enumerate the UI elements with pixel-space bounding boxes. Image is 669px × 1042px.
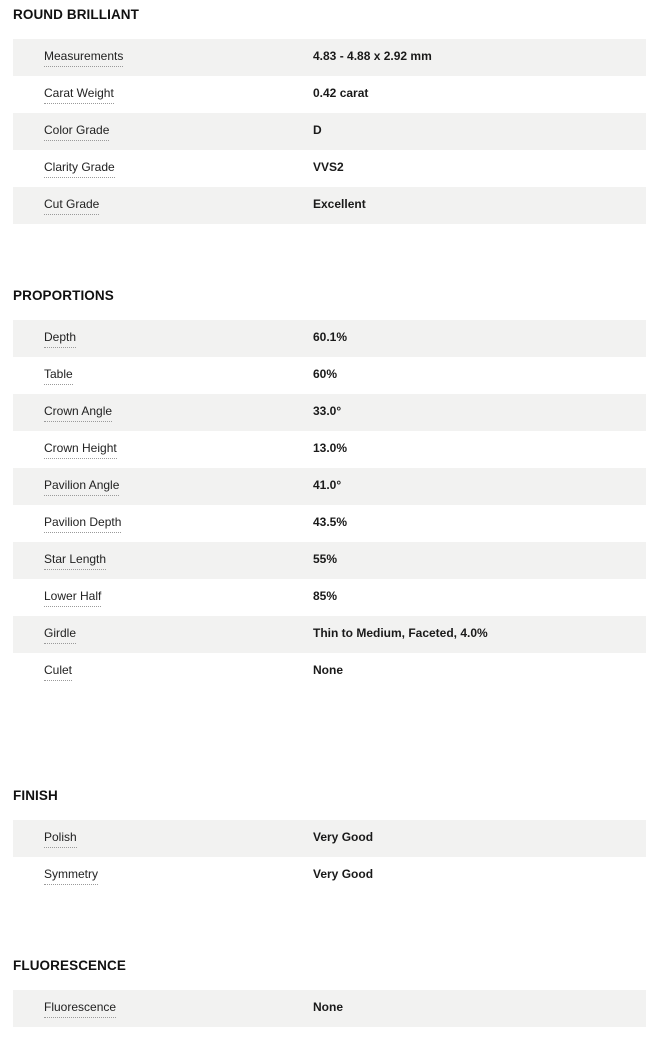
spec-label-measurements[interactable]: Measurements bbox=[44, 49, 123, 67]
spec-value-clarity-grade: VVS2 bbox=[313, 160, 344, 174]
spec-value-polish: Very Good bbox=[313, 830, 374, 844]
spec-row-crown-height bbox=[13, 431, 646, 468]
spec-value-pavilion-depth: 43.5% bbox=[313, 515, 348, 529]
spec-value-fluorescence: None bbox=[313, 1000, 343, 1014]
spec-label-color-grade[interactable]: Color Grade bbox=[44, 123, 109, 141]
spec-label-symmetry[interactable]: Symmetry bbox=[44, 867, 98, 885]
spec-row-symmetry bbox=[13, 857, 646, 894]
spec-row-color-grade bbox=[13, 113, 646, 150]
spec-list-finish bbox=[13, 820, 646, 894]
spec-row-pavilion-angle bbox=[13, 468, 646, 505]
spec-row-lower-half bbox=[13, 579, 646, 616]
spec-label-girdle[interactable]: Girdle bbox=[44, 626, 76, 644]
section-title-round-brilliant: ROUND BRILLIANT bbox=[13, 7, 139, 22]
spec-label-crown-angle[interactable]: Crown Angle bbox=[44, 404, 112, 422]
spec-label-pavilion-depth[interactable]: Pavilion Depth bbox=[44, 515, 121, 533]
spec-label-crown-height[interactable]: Crown Height bbox=[44, 441, 117, 459]
spec-row-crown-angle bbox=[13, 394, 646, 431]
spec-value-table: 60% bbox=[313, 367, 338, 381]
spec-label-culet[interactable]: Culet bbox=[44, 663, 72, 681]
spec-label-table[interactable]: Table bbox=[44, 367, 73, 385]
spec-value-pavilion-angle: 41.0° bbox=[313, 478, 342, 492]
spec-label-pavilion-angle[interactable]: Pavilion Angle bbox=[44, 478, 119, 496]
spec-value-culet: None bbox=[313, 663, 343, 677]
spec-row-polish bbox=[13, 820, 646, 857]
spec-row-carat-weight bbox=[13, 76, 646, 113]
spec-label-star-length[interactable]: Star Length bbox=[44, 552, 106, 570]
spec-value-crown-height: 13.0% bbox=[313, 441, 348, 455]
spec-label-fluorescence[interactable]: Fluorescence bbox=[44, 1000, 116, 1018]
spec-row-fluorescence bbox=[13, 990, 646, 1027]
spec-value-color-grade: D bbox=[313, 123, 322, 137]
section-title-finish: FINISH bbox=[13, 788, 58, 803]
spec-row-table bbox=[13, 357, 646, 394]
spec-label-carat-weight[interactable]: Carat Weight bbox=[44, 86, 114, 104]
section-title-fluorescence: FLUORESCENCE bbox=[13, 958, 126, 973]
spec-value-depth: 60.1% bbox=[313, 330, 348, 344]
spec-list-round-brilliant bbox=[13, 39, 646, 224]
spec-list-fluorescence bbox=[13, 990, 646, 1027]
spec-row-culet bbox=[13, 653, 646, 690]
spec-label-lower-half[interactable]: Lower Half bbox=[44, 589, 101, 607]
section-title-proportions: PROPORTIONS bbox=[13, 288, 114, 303]
spec-row-measurements bbox=[13, 39, 646, 76]
spec-label-polish[interactable]: Polish bbox=[44, 830, 77, 848]
spec-value-symmetry: Very Good bbox=[313, 867, 374, 881]
spec-list-proportions bbox=[13, 320, 646, 690]
spec-value-measurements: 4.83 - 4.88 x 2.92 mm bbox=[313, 49, 432, 63]
spec-value-star-length: 55% bbox=[313, 552, 338, 566]
spec-label-clarity-grade[interactable]: Clarity Grade bbox=[44, 160, 115, 178]
spec-value-lower-half: 85% bbox=[313, 589, 338, 603]
spec-value-cut-grade: Excellent bbox=[313, 197, 366, 211]
spec-row-girdle bbox=[13, 616, 646, 653]
spec-row-depth bbox=[13, 320, 646, 357]
spec-value-carat-weight: 0.42 carat bbox=[313, 86, 369, 100]
spec-value-crown-angle: 33.0° bbox=[313, 404, 342, 418]
spec-value-girdle: Thin to Medium, Faceted, 4.0% bbox=[313, 626, 488, 640]
spec-row-cut-grade bbox=[13, 187, 646, 224]
spec-row-clarity-grade bbox=[13, 150, 646, 187]
spec-label-depth[interactable]: Depth bbox=[44, 330, 76, 348]
spec-row-pavilion-depth bbox=[13, 505, 646, 542]
spec-row-star-length bbox=[13, 542, 646, 579]
spec-label-cut-grade[interactable]: Cut Grade bbox=[44, 197, 99, 215]
